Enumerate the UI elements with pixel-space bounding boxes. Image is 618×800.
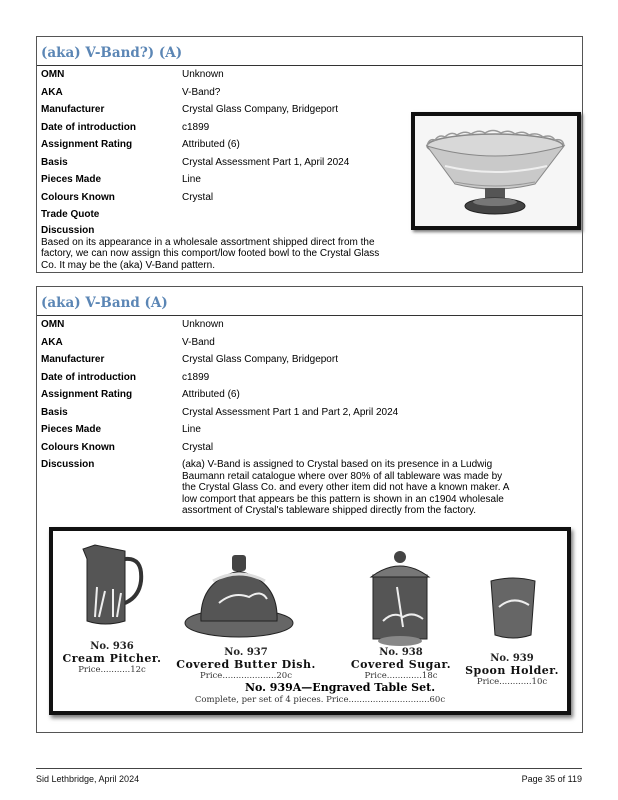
field-row-omn <box>37 317 582 335</box>
field-label: Assignment Rating <box>41 389 133 400</box>
field-label: AKA <box>41 86 63 98</box>
field-value: Attributed (6) <box>182 389 240 400</box>
entry-title: (aka) V-Band?) (A) <box>37 37 582 66</box>
field-label: Date of introduction <box>41 371 136 383</box>
field-label: Basis <box>41 406 68 418</box>
page-number: Page 35 of 119 <box>521 774 582 784</box>
field-value: Line <box>182 424 201 435</box>
item-name: Spoon Holder. <box>465 664 559 677</box>
discussion-label: Discussion <box>41 224 95 236</box>
item-price: Price............10c <box>476 677 548 687</box>
field-label: Date of introduction <box>41 121 136 133</box>
field-row-manufacturer <box>37 352 582 370</box>
butter-dish-drawing <box>185 555 293 637</box>
item-number: No. 937 <box>224 647 268 658</box>
field-value: Unknown <box>182 69 224 80</box>
field-value: Attributed (6) <box>182 139 240 150</box>
field-value: Crystal Glass Company, Bridgeport <box>182 354 338 365</box>
catalogue-item <box>57 641 167 675</box>
field-row-colours <box>37 440 582 458</box>
field-value: Crystal Glass Company, Bridgeport <box>182 104 338 115</box>
entry-title: (aka) V-Band (A) <box>37 287 582 316</box>
catalogue-item <box>343 647 459 681</box>
field-row-date <box>37 370 582 388</box>
field-value: V-Band <box>182 336 215 348</box>
field-value: Crystal <box>182 441 214 453</box>
cream-pitcher-drawing <box>83 545 141 624</box>
field-table <box>37 317 582 517</box>
field-row-basis <box>37 405 582 423</box>
item-number: No. 939 <box>490 653 534 664</box>
field-row-discussion <box>37 457 582 517</box>
field-label: Discussion <box>41 459 95 470</box>
set-title: No. 939A—Engraved Table Set. <box>244 681 436 694</box>
item-name: Cream Pitcher. <box>62 652 162 665</box>
spoon-holder-drawing <box>491 578 535 638</box>
field-label: Manufacturer <box>41 104 105 115</box>
field-value: Unknown <box>182 319 224 330</box>
field-label: Pieces Made <box>41 424 102 435</box>
item-name: Covered Butter Dish. <box>176 658 316 671</box>
field-row-aka <box>37 335 582 353</box>
footer-divider <box>36 768 582 769</box>
field-value: Crystal Assessment Part 1 and Part 2, April 2024 <box>182 406 399 418</box>
field-label: Colours Known <box>41 441 115 453</box>
field-row-rating <box>37 387 582 405</box>
footed-bowl-illustration <box>415 116 577 226</box>
item-price: Price....................20c <box>200 671 292 681</box>
field-label: OMN <box>41 69 65 80</box>
field-label: Manufacturer <box>41 354 105 365</box>
pattern-entry-v-band <box>36 286 583 733</box>
field-row-omn <box>37 67 582 85</box>
field-value: c1899 <box>182 371 210 383</box>
field-label: Colours Known <box>41 191 115 203</box>
field-label: Basis <box>41 156 68 168</box>
item-number: No. 936 <box>90 641 134 652</box>
pattern-entry-v-band-question <box>36 36 583 273</box>
field-row-aka <box>37 85 582 103</box>
field-label: Pieces Made <box>41 174 102 185</box>
item-price: Price.............18c <box>364 671 438 681</box>
covered-sugar-drawing <box>371 551 429 646</box>
set-price: Complete, per set of 4 pieces. Price..............................60c <box>194 695 446 705</box>
field-value: V-Band? <box>182 86 221 98</box>
field-label: AKA <box>41 336 63 348</box>
discussion-text: Based on its appearance in a wholesale assortment shipped direct from the factory, we can now assign this comport/low footed bowl to the Crystal Glass Co. It may be the (aka) V-Band pattern. <box>41 236 380 271</box>
field-value: c1899 <box>182 121 210 133</box>
field-value: Crystal <box>182 191 214 203</box>
discussion-text: (aka) V-Band is assigned to Crystal based on its presence in a Ludwig Baumann retail catalogue where over 80% of all tableware was made by the Crystal Glass Co. and every other item did not have a known maker. A low comport that appears be this pattern is shown in an c1904 wholesale assortment of Crystal's tableware shipped directly from the factory. <box>182 459 509 516</box>
footed-bowl-photo <box>411 112 581 230</box>
item-name: Covered Sugar. <box>350 658 452 671</box>
field-label: OMN <box>41 319 65 330</box>
field-row-pieces <box>37 422 582 440</box>
item-number: No. 938 <box>379 647 423 658</box>
field-value: Line <box>182 174 201 185</box>
field-label: Assignment Rating <box>41 139 133 150</box>
footer-author: Sid Lethbridge, April 2024 <box>36 774 140 784</box>
catalogue-item <box>171 647 321 681</box>
catalogue-illustration <box>49 527 571 715</box>
field-label: Trade Quote <box>41 209 100 220</box>
field-value: Crystal Assessment Part 1, April 2024 <box>182 156 350 168</box>
item-price: Price...........12c <box>78 665 146 675</box>
